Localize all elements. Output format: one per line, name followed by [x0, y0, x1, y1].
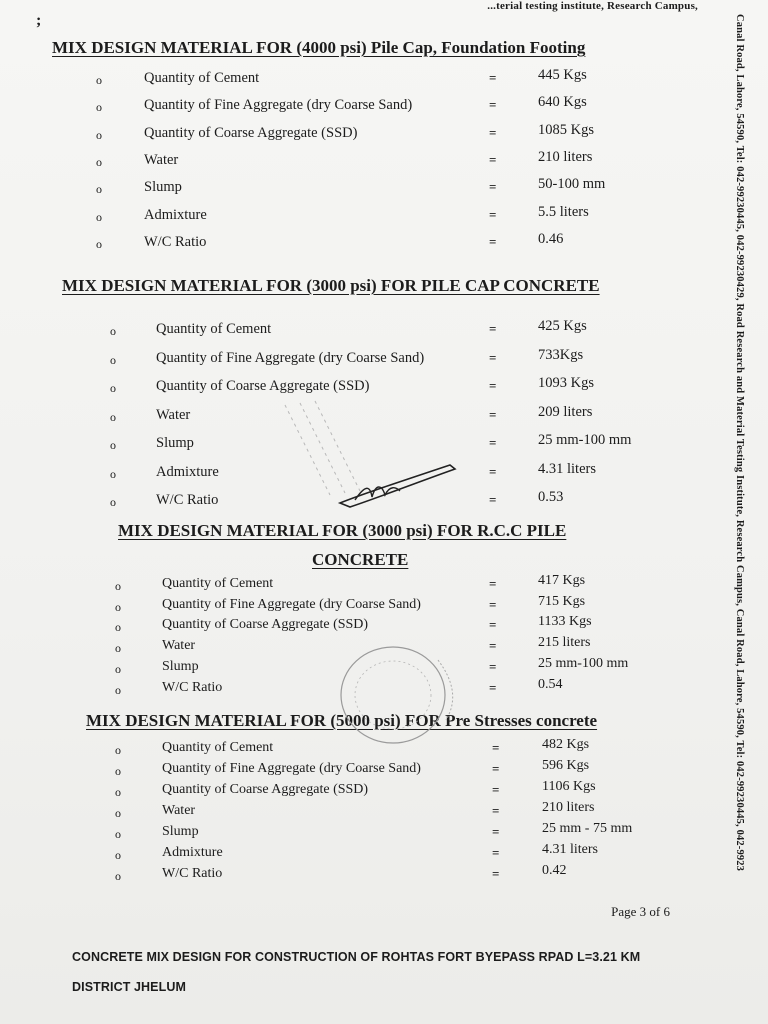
item-label: Water — [162, 803, 196, 818]
bullet-icon: o — [96, 100, 102, 115]
side-letterhead — [734, 14, 750, 1004]
item-value: 5.5 liters — [538, 203, 589, 220]
equals-sign: = — [489, 679, 497, 695]
item-value: 640 Kgs — [538, 94, 587, 111]
equals-sign: = — [492, 803, 500, 818]
section-title-line2: CONCRETE — [312, 550, 409, 569]
item-label: Slump — [144, 179, 182, 196]
item-value: 215 liters — [538, 635, 591, 651]
bullet-icon: o — [110, 352, 116, 367]
item-value: 445 Kgs — [538, 67, 587, 83]
item-label: Quantity of Fine Aggregate (dry Coarse Sand) — [156, 349, 425, 366]
item-value: 0.42 — [542, 863, 567, 878]
item-label: Water — [162, 638, 196, 654]
circular-stamp — [318, 640, 488, 750]
item-label: Slump — [162, 824, 199, 839]
equals-sign: = — [492, 782, 500, 797]
item-label: Admixture — [156, 463, 219, 480]
item-label: Quantity of Fine Aggregate (dry Coarse Sand) — [162, 761, 421, 776]
item-label: W/C Ratio — [162, 679, 223, 695]
equals-sign: = — [492, 866, 500, 881]
equals-sign: = — [492, 824, 500, 839]
equals-sign: = — [489, 97, 497, 113]
bullet-icon: o — [110, 438, 116, 452]
item-value: 210 liters — [542, 800, 595, 815]
bullet-icon: o — [115, 641, 121, 656]
equals-sign: = — [489, 406, 497, 422]
section-title: MIX DESIGN MATERIAL FOR (3000 psi) FOR R.C.C PILE — [118, 521, 567, 540]
item-value: 1093 Kgs — [538, 375, 594, 391]
item-label: Admixture — [162, 845, 223, 860]
margin-mark: ; — [36, 12, 42, 29]
item-value: 25 mm - 75 mm — [542, 821, 633, 836]
item-value: 210 liters — [538, 148, 593, 165]
side-letterhead-text: Canal Road, Lahore, 54590, Tel: 042-99230445, 042-99230429, Road Research and Material Testing Institute, Research Campus, Canal Road, Lahore, 54590, Tel: 042-99230445, 042-9923 — [734, 14, 745, 872]
page-number: Page 3 of 6 — [611, 904, 670, 919]
item-value: 715 Kgs — [538, 593, 586, 609]
item-label: Quantity of Fine Aggregate (dry Coarse Sand) — [144, 97, 413, 114]
equals-sign: = — [489, 70, 497, 85]
equals-sign: = — [492, 761, 500, 776]
item-value: 1085 Kgs — [538, 121, 594, 138]
item-value: 596 Kgs — [542, 758, 590, 773]
item-label: Quantity of Cement — [156, 321, 272, 337]
footer-project-title: CONCRETE MIX DESIGN FOR CONSTRUCTION OF ROHTAS FORT BYEPASS RPAD L=3.21 KM — [72, 950, 641, 964]
bullet-icon: o — [110, 381, 116, 395]
item-label: Quantity of Cement — [144, 70, 260, 86]
equals-sign: = — [492, 740, 500, 755]
item-label: W/C Ratio — [162, 866, 223, 881]
equals-sign: = — [489, 124, 497, 140]
bullet-icon: o — [110, 495, 116, 509]
item-label: Quantity of Coarse Aggregate (SSD) — [144, 124, 358, 141]
item-value: 209 liters — [538, 403, 593, 420]
item-value: 4.31 liters — [542, 842, 598, 857]
bullet-icon: o — [115, 579, 121, 593]
bullet-icon: o — [115, 661, 121, 676]
equals-sign: = — [492, 845, 500, 860]
item-value: 425 Kgs — [538, 318, 587, 334]
item-value: 25 mm-100 mm — [538, 655, 629, 671]
section-title: MIX DESIGN MATERIAL FOR (4000 psi) Pile Cap, Foundation Footing — [52, 38, 586, 57]
equals-sign: = — [489, 206, 497, 222]
equals-sign: = — [489, 617, 497, 633]
equals-sign: = — [489, 463, 497, 479]
bullet-icon: o — [110, 466, 116, 481]
item-value: 0.46 — [538, 230, 564, 247]
equals-sign: = — [489, 378, 497, 393]
item-value: 1106 Kgs — [542, 779, 596, 794]
item-label: Slump — [156, 435, 194, 451]
bullet-icon: o — [96, 236, 102, 251]
bullet-icon: o — [110, 409, 116, 424]
bullet-icon: o — [96, 182, 102, 197]
bullet-icon: o — [96, 127, 102, 142]
bullet-icon: o — [115, 682, 121, 697]
bullet-icon: o — [115, 869, 121, 883]
item-value: 4.31 liters — [538, 460, 596, 477]
item-label: Water — [144, 151, 179, 168]
signature-mark — [330, 455, 470, 515]
equals-sign: = — [489, 576, 497, 591]
item-label: Quantity of Cement — [162, 740, 274, 755]
item-label: Slump — [162, 658, 199, 674]
footer-district: DISTRICT JHELUM — [72, 980, 186, 994]
bullet-icon: o — [115, 764, 121, 778]
letterhead-text: ...terial testing institute, Research Campus, — [487, 0, 698, 12]
equals-sign: = — [489, 658, 497, 674]
item-label: Admixture — [144, 206, 207, 223]
equals-sign: = — [489, 638, 497, 654]
bullet-icon: o — [110, 324, 116, 338]
bullet-icon: o — [96, 154, 102, 169]
bullet-icon: o — [115, 848, 121, 862]
item-label: Quantity of Coarse Aggregate (SSD) — [162, 617, 369, 633]
faint-stamp — [270, 395, 380, 505]
equals-sign: = — [489, 349, 497, 365]
item-value: 733Kgs — [538, 346, 584, 363]
item-label: Quantity of Coarse Aggregate (SSD) — [162, 782, 369, 797]
item-value: 50-100 mm — [538, 176, 606, 193]
equals-sign: = — [489, 233, 497, 249]
bullet-icon: o — [96, 73, 102, 87]
bullet-icon: o — [115, 827, 121, 841]
bullet-icon: o — [115, 785, 121, 799]
bullet-icon: o — [115, 620, 121, 635]
item-value: 0.53 — [538, 489, 564, 505]
item-label: Quantity of Cement — [162, 576, 274, 591]
bullet-icon: o — [96, 209, 102, 224]
item-value: 1133 Kgs — [538, 614, 592, 630]
item-value: 417 Kgs — [538, 573, 586, 588]
item-value: 482 Kgs — [542, 737, 590, 752]
bullet-icon: o — [115, 743, 121, 757]
item-label: Quantity of Fine Aggregate (dry Coarse Sand) — [162, 596, 421, 612]
equals-sign: = — [489, 435, 497, 450]
item-label: W/C Ratio — [144, 233, 207, 250]
item-value: 0.54 — [538, 676, 563, 692]
item-label: W/C Ratio — [156, 492, 219, 508]
section-title: MIX DESIGN MATERIAL FOR (5000 psi) FOR Pre Stresses concrete — [86, 711, 598, 730]
item-label: Quantity of Coarse Aggregate (SSD) — [156, 378, 370, 394]
item-label: Water — [156, 406, 191, 423]
equals-sign: = — [489, 492, 497, 507]
equals-sign: = — [489, 151, 497, 167]
equals-sign: = — [489, 596, 497, 612]
section-title: MIX DESIGN MATERIAL FOR (3000 psi) FOR PILE CAP CONCRETE — [62, 276, 600, 295]
item-value: 25 mm-100 mm — [538, 432, 632, 448]
equals-sign: = — [489, 179, 497, 195]
bullet-icon: o — [115, 806, 121, 820]
equals-sign: = — [489, 321, 497, 336]
bullet-icon: o — [115, 599, 121, 614]
